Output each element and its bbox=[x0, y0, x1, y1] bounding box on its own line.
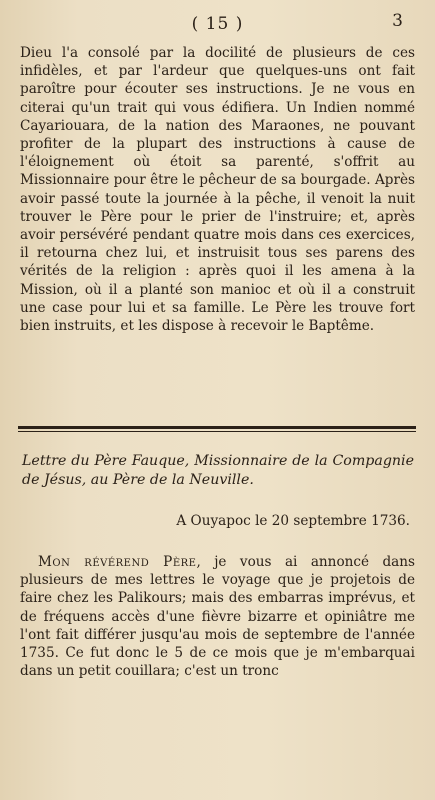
letter-dateline: A Ouyapoc le 20 septembre 1736. bbox=[176, 513, 410, 529]
page-number: ( 15 ) bbox=[191, 14, 244, 34]
letter-salutation: Mon révérend Père bbox=[38, 554, 197, 570]
body-paragraph: Dieu l'a consolé par la docilité de plusieurs de ces infidèles, et par l'ardeur que quelques-uns ont fait paroître pour écouter ses instructions. Je ne vous en citerai qu'un trait qui vous édifiera. Un Indien nommé Cayariouara, de la nation des Maraones, ne pouvant profiter de la plupart des instructions à cause de l'éloignement où étoit sa parenté, s'offrit au Missionnaire pour être le pêcheur de sa bourgade. Après avoir passé toute la journée à la pêche, il venoit la nuit trouver le Père pour le prier de l'instruire; et, après avoir persévéré pendant quatre mois dans ces exercices, il retourna chez lui, et instruisit tous ses parens des vérités de la religion : après quoi il les amena à la Mission, où il a planté son manioc et où il a construit une case pour lui et sa famille. Le Père les trouve fort bien instruits, et les dispose à recevoir le Baptême. bbox=[20, 45, 415, 335]
page-header bbox=[0, 8, 435, 36]
letter-body-text: , je vous ai annoncé dans plusieurs de mes lettres le voyage que je projetois de faire chez les Palikours; mais des embarras imprévus, et de fréquens accès d'une fièvre bizarre et opiniâtre me l'ont fait différer jusqu'au mois de septembre de l'année 1735. Ce fut donc le 5 de ce mois que je m'embarquai dans un petit couillara; c'est un tronc bbox=[20, 554, 416, 680]
corner-mark: 3 bbox=[392, 11, 403, 31]
letter-body bbox=[20, 553, 415, 680]
letter-title: Lettre du Père Fauque, Missionnaire de la Compagnie de Jésus, au Père de la Neuville. bbox=[22, 453, 414, 488]
section-divider-thin bbox=[18, 431, 416, 432]
section-divider-thick bbox=[18, 426, 416, 429]
